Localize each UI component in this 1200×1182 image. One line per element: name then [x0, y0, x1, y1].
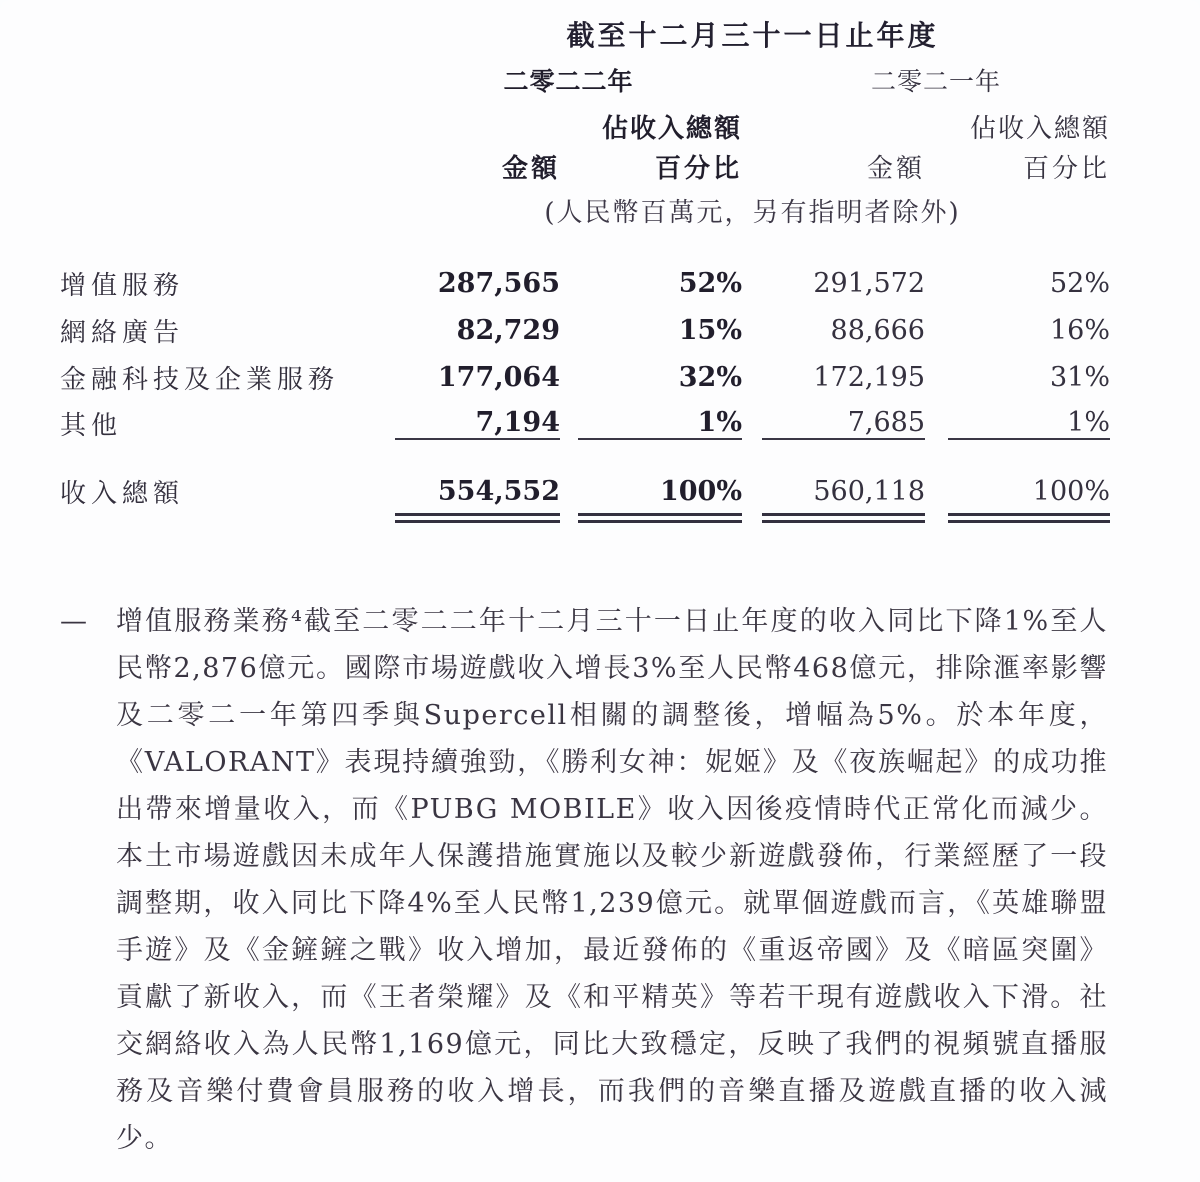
column-header-row — [60, 148, 1110, 184]
total-amount-2022: 554,552 — [437, 475, 560, 507]
total-amount-2021: 560,118 — [813, 475, 925, 507]
amount-2022: 7,194 — [395, 407, 560, 440]
percent-header-2022: 百分比 — [654, 154, 742, 184]
percent-2022: 52% — [678, 268, 742, 299]
percent-2021: 1% — [948, 407, 1110, 440]
total-double-rule-row — [60, 513, 1110, 523]
percent-2022: 15% — [678, 315, 742, 346]
table-row — [60, 307, 1110, 354]
amount-2021: 172,195 — [813, 362, 925, 393]
table-row — [60, 260, 1110, 307]
share-header-2022: 佔收入總額 — [601, 114, 742, 144]
amount-2022: 287,565 — [437, 268, 560, 299]
total-row — [60, 469, 1110, 513]
percent-header-2021: 百分比 — [1022, 154, 1110, 184]
table-row — [60, 401, 1110, 445]
year-header-2022: 二零二二年 — [503, 67, 634, 96]
year-header-2021: 二零二一年 — [870, 67, 1001, 96]
row-label: 金融科技及企業服務 — [60, 365, 340, 395]
double-rule — [395, 513, 560, 523]
percent-2021: 52% — [1049, 268, 1110, 299]
double-rule — [762, 513, 925, 523]
total-percent-2022: 100% — [659, 475, 742, 507]
list-dash: — — [60, 606, 87, 637]
commentary-text: 增值服務業務⁴截至二零二二年十二月三十一日止年度的收入同比下降1%至人民幣2,876億元。國際市場遊戲收入增長3%至人民幣468億元，排除滙率影響及二零二一年第四季與Supercell相關的調整後，增幅為5%。於本年度，《VALORANT》表現持續強勁，《勝利女神：妮姬》及《夜族崛起》的成功推出帶來增量收入，而《PUBG MOBILE》收入因後疫情時代正常化而減少。本土市場遊戲因未成年人保護措施實施以及較少新遊戲發佈，行業經歷了一段調整期，收入同比下降4%至人民幣1,239億元。就單個遊戲而言，《英雄聯盟手遊》及《金鏟鏟之戰》收入增加，最近發佈的《重返帝國》及《暗區突圍》貢獻了新收入，而《王者榮耀》及《和平精英》等若干現有遊戲收入下滑。社交網絡收入為人民幣1,169億元，同比大致穩定，反映了我們的視頻號直播服務及音樂付費會員服務的收入增長，而我們的音樂直播及遊戲直播的收入減少。 — [116, 606, 1108, 1154]
double-rule — [578, 513, 742, 523]
total-percent-2021: 100% — [1032, 475, 1110, 507]
amount-header-2021: 金額 — [866, 154, 925, 184]
currency-note-row — [60, 192, 1110, 228]
row-label: 網絡廣告 — [60, 318, 185, 348]
row-label: 增值服務 — [60, 271, 185, 301]
amount-2021: 7,685 — [762, 407, 925, 440]
table-title-row — [60, 14, 1110, 52]
amount-2021: 291,572 — [813, 268, 925, 299]
percent-2021: 16% — [1049, 315, 1110, 346]
amount-2022: 177,064 — [437, 362, 560, 393]
amount-2022: 82,729 — [456, 315, 560, 346]
percent-2022: 1% — [578, 407, 742, 440]
revenue-table — [60, 14, 1110, 523]
currency-note: (人民幣百萬元，另有指明者除外) — [544, 198, 961, 228]
share-header-2021: 佔收入總額 — [969, 114, 1110, 144]
commentary-block — [60, 598, 1108, 1162]
amount-2021: 88,666 — [830, 315, 925, 346]
amount-header-2022: 金額 — [501, 154, 560, 184]
percent-2021: 31% — [1049, 362, 1110, 393]
year-header-row — [60, 62, 1110, 96]
total-label: 收入總額 — [60, 478, 185, 509]
table-row — [60, 354, 1110, 401]
share-header-row — [60, 108, 1110, 144]
row-label: 其他 — [60, 410, 123, 441]
table-title: 截至十二月三十一日止年度 — [566, 19, 939, 52]
percent-2022: 32% — [678, 362, 742, 393]
double-rule — [948, 513, 1110, 523]
